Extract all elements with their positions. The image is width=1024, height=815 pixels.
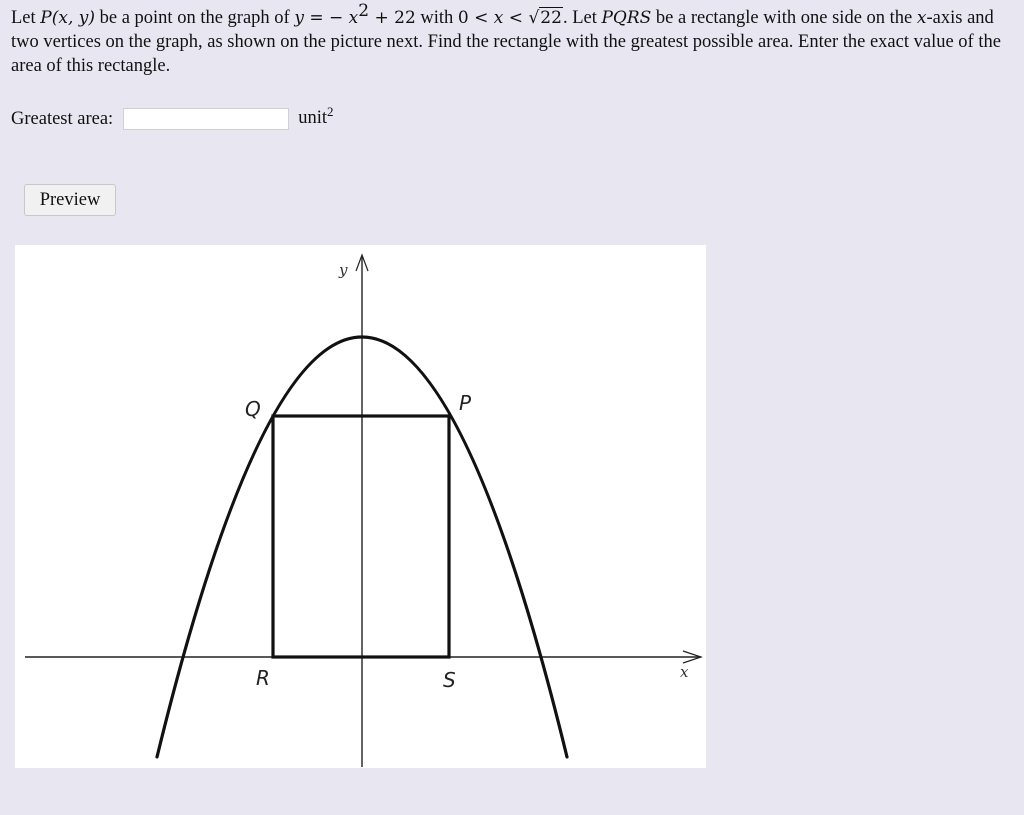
vertex-label-p: P xyxy=(459,391,472,415)
sqrt-expression: √22 xyxy=(528,8,562,28)
vertex-label-q: Q xyxy=(245,397,261,421)
rectangle-parabola-figure xyxy=(15,245,706,768)
unit-label: unit$^2$ xyxy=(298,104,334,129)
rectangle-pqrs xyxy=(273,416,449,657)
greatest-area-input[interactable] xyxy=(123,108,289,130)
problem-statement: Let P(x, y) be a point on the graph of y = − $x^2 + 22$ with 0 < x < √22. Let PQRS be a rectangle with one side on the x-axis and two vertices on the graph, as shown on the picture next. Find the rectangle with the greatest possible area. Enter the exact value of the area of this rectangle. xyxy=(11,0,1001,76)
vertex-label-r: R xyxy=(256,666,270,690)
preview-button[interactable]: Preview xyxy=(24,184,116,216)
vertex-label-s: S xyxy=(443,668,456,692)
answer-row xyxy=(11,104,333,134)
answer-label: Greatest area: xyxy=(11,108,114,129)
x-axis-label: x xyxy=(680,663,689,681)
y-axis-label: y xyxy=(339,261,348,279)
figure-svg xyxy=(15,245,706,768)
